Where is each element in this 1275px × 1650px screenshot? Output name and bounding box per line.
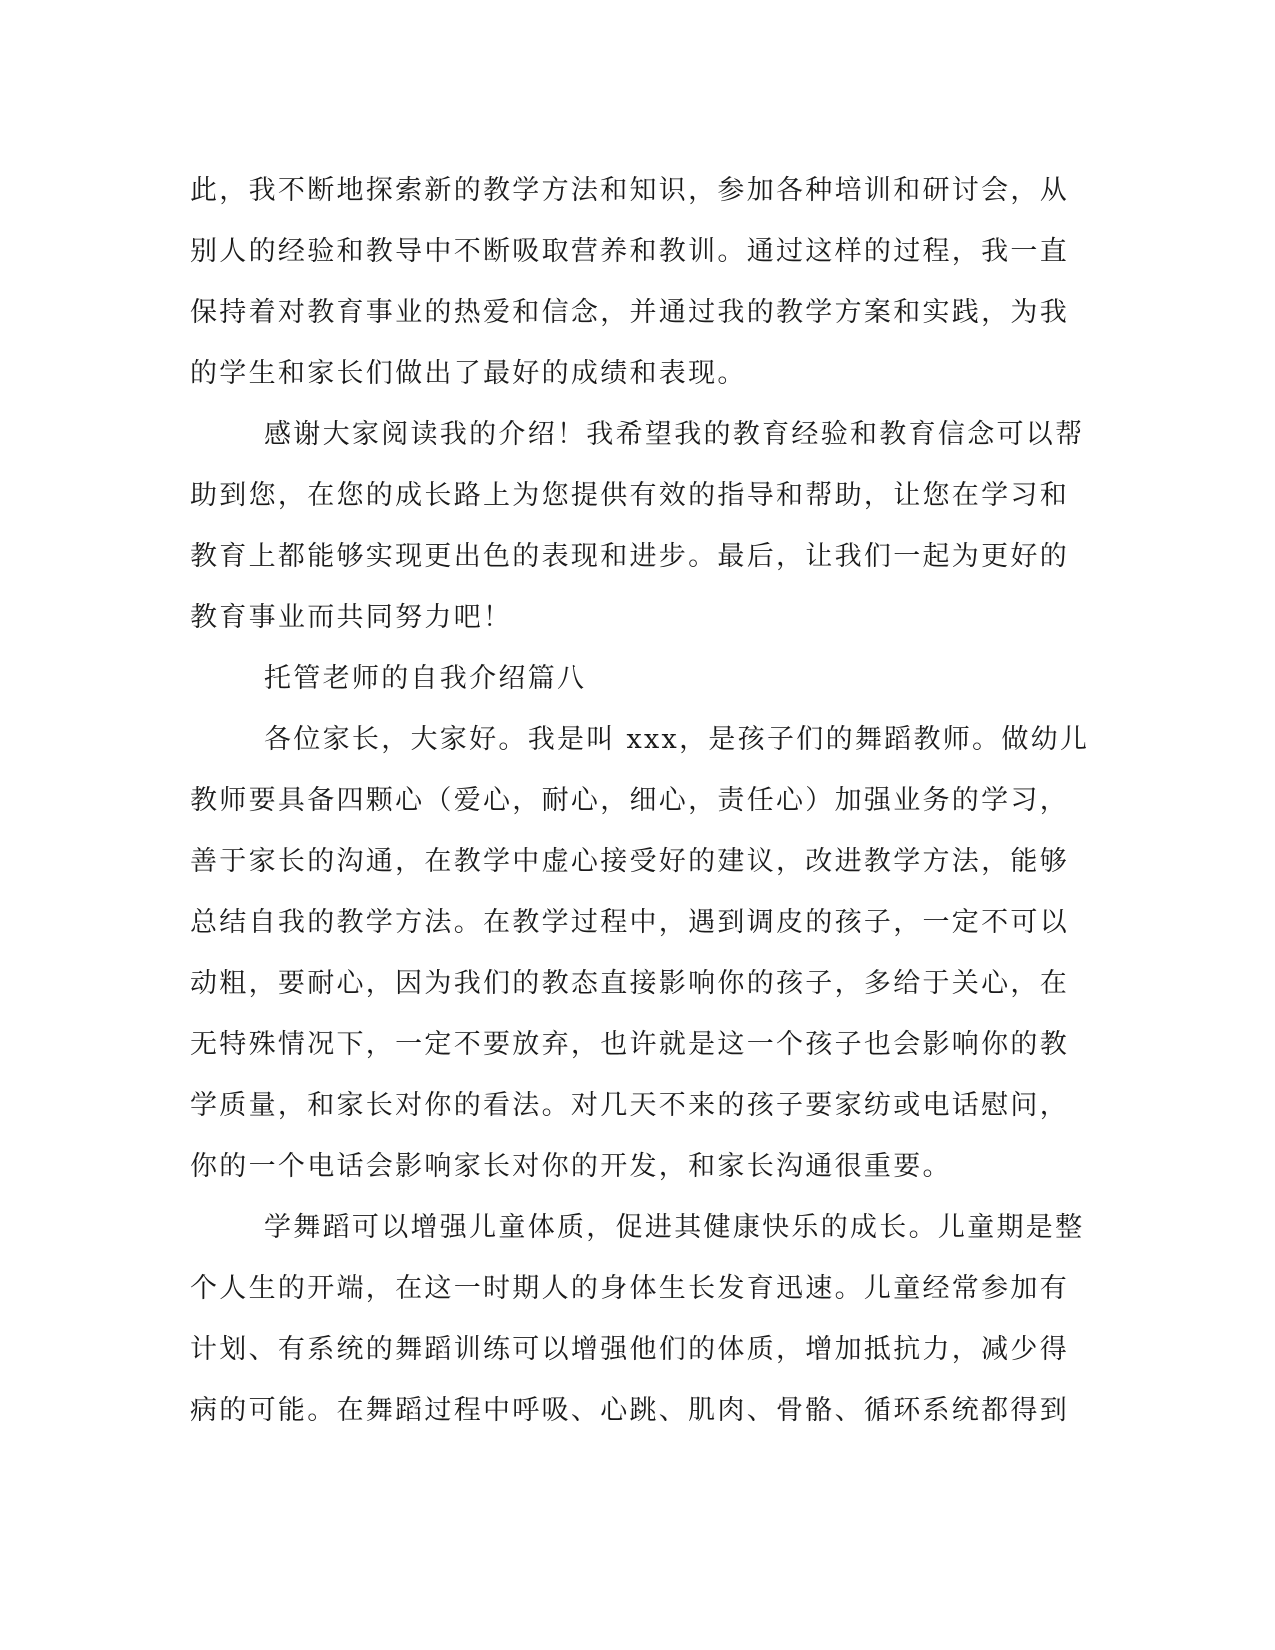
section-heading-text: 托管老师的自我介绍篇八 bbox=[264, 663, 587, 694]
text-line: 无特殊情况下，一定不要放弃，也许就是这一个孩子也会影响你的教 bbox=[190, 1029, 1069, 1060]
paragraph bbox=[190, 709, 1090, 1197]
text-line: 各位家长，大家好。我是叫 xxx，是孩子们的舞蹈教师。做幼儿 bbox=[264, 724, 1090, 755]
text-line: 教师要具备四颗心（爱心，耐心，细心，责任心）加强业务的学习， bbox=[190, 785, 1069, 816]
text-line: 教育上都能够实现更出色的表现和进步。最后，让我们一起为更好的 bbox=[190, 541, 1069, 572]
text-line: 学质量，和家长对你的看法。对几天不来的孩子要家纺或电话慰问， bbox=[190, 1090, 1069, 1121]
text-line: 善于家长的沟通，在教学中虚心接受好的建议，改进教学方法，能够 bbox=[190, 846, 1069, 877]
text-line: 总结自我的教学方法。在教学过程中，遇到调皮的孩子，一定不可以 bbox=[190, 907, 1069, 938]
text-line: 助到您，在您的成长路上为您提供有效的指导和帮助，让您在学习和 bbox=[190, 480, 1069, 511]
text-line: 病的可能。在舞蹈过程中呼吸、心跳、肌肉、骨骼、循环系统都得到 bbox=[190, 1395, 1069, 1426]
text-line: 学舞蹈可以增强儿童体质，促进其健康快乐的成长。儿童期是整 bbox=[264, 1212, 1085, 1243]
paragraph bbox=[190, 404, 1085, 648]
text-line: 动粗，要耐心，因为我们的教态直接影响你的孩子，多给于关心，在 bbox=[190, 968, 1069, 999]
text-line: 的学生和家长们做出了最好的成绩和表现。 bbox=[190, 358, 747, 389]
text-line: 教育事业而共同努力吧！ bbox=[190, 602, 513, 633]
paragraph bbox=[190, 1197, 1085, 1441]
text-line: 别人的经验和教导中不断吸取营养和教训。通过这样的过程，我一直 bbox=[190, 236, 1069, 267]
text-line: 感谢大家阅读我的介绍！我希望我的教育经验和教育信念可以帮 bbox=[264, 419, 1085, 450]
text-line: 计划、有系统的舞蹈训练可以增强他们的体质，增加抵抗力，减少得 bbox=[190, 1334, 1069, 1365]
paragraph bbox=[190, 160, 1080, 404]
text-line: 你的一个电话会影响家长对你的开发，和家长沟通很重要。 bbox=[190, 1151, 952, 1182]
section-heading bbox=[190, 648, 1080, 709]
document-body bbox=[190, 160, 1090, 1441]
text-line: 保持着对教育事业的热爱和信念，并通过我的教学方案和实践，为我 bbox=[190, 297, 1069, 328]
text-line: 个人生的开端，在这一时期人的身体生长发育迅速。儿童经常参加有 bbox=[190, 1273, 1069, 1304]
text-line: 此，我不断地探索新的教学方法和知识，参加各种培训和研讨会，从 bbox=[190, 175, 1069, 206]
